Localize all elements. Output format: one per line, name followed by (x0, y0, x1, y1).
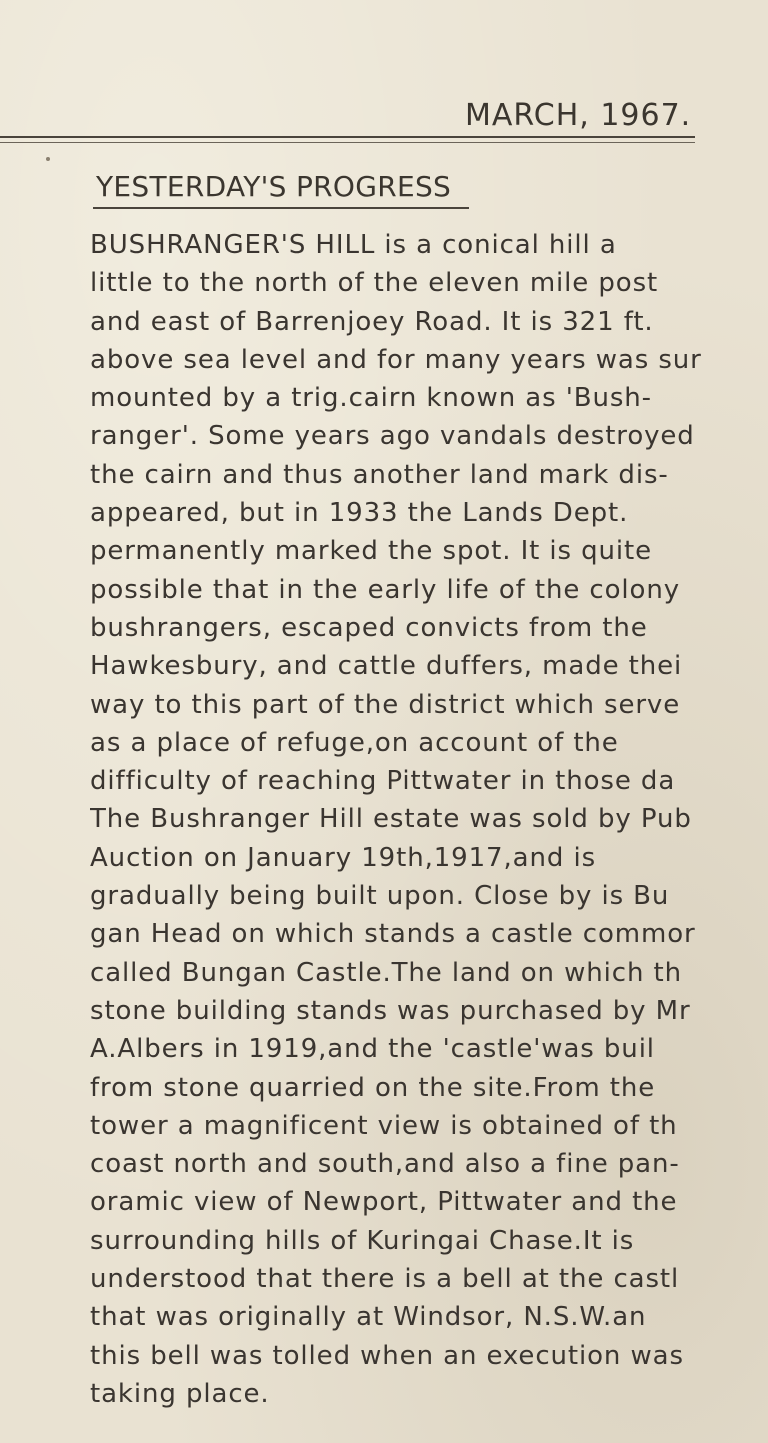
paper-speck (46, 157, 50, 161)
title-underline (93, 207, 469, 209)
text-line: stone building stands was purchased by Mr (90, 995, 691, 1026)
text-line: permanently marked the spot. It is quite (90, 536, 653, 567)
text-line: The Bushranger Hill estate was sold by Pub (90, 804, 692, 835)
text-line: A.Albers in 1919,and the 'castle'was buil (90, 1034, 655, 1065)
text-line: surrounding hills of Kuringai Chase.It is (90, 1225, 635, 1256)
text-line: from stone quarried on the site.From the (90, 1072, 656, 1103)
text-line: BUSHRANGER'S HILL is a conical hill a (90, 230, 617, 260)
header-rule (0, 136, 695, 138)
text-line: coast north and south,and also a fine pan- (90, 1149, 680, 1180)
text-line: oramic view of Newport, Pittwater and the (90, 1187, 678, 1218)
text-line: way to this part of the district which serve (90, 689, 681, 720)
article-body (90, 226, 750, 1413)
text-line: the cairn and thus another land mark dis- (90, 459, 669, 490)
text-line: that was originally at Windsor, N.S.W.an (90, 1302, 647, 1333)
text-line: ranger'. Some years ago vandals destroyed (90, 421, 695, 452)
text-line: taking place. (90, 1378, 270, 1409)
text-line: tower a magnificent view is obtained of th (90, 1110, 678, 1141)
text-line: as a place of refuge,on account of the (90, 727, 619, 758)
text-line: mounted by a trig.cairn known as 'Bush- (90, 383, 652, 414)
text-line: Auction on January 19th,1917,and is (90, 842, 597, 873)
text-line: called Bungan Castle.The land on which th (90, 957, 682, 988)
text-line: bushrangers, escaped convicts from the (90, 612, 648, 643)
text-line: this bell was tolled when an execution was (90, 1340, 684, 1371)
text-line: and east of Barrenjoey Road. It is 321 ft. (90, 306, 654, 337)
text-line: understood that there is a bell at the castl (90, 1264, 680, 1295)
text-line: Hawkesbury, and cattle duffers, made thei (90, 651, 683, 682)
article-title: YESTERDAY'S PROGRESS (96, 170, 452, 203)
text-line: appeared, but in 1933 the Lands Dept. (90, 498, 629, 529)
text-line: gradually being built upon. Close by is Bu (90, 881, 670, 912)
header-rule-secondary (0, 142, 695, 143)
text-line: above sea level and for many years was sur (90, 344, 702, 375)
text-line: gan Head on which stands a castle commor (90, 919, 696, 950)
text-line: difficulty of reaching Pittwater in those da (90, 766, 676, 797)
issue-date: MARCH, 1967. (465, 98, 692, 133)
text-line: possible that in the early life of the colony (90, 574, 680, 605)
text-line: little to the north of the eleven mile post (90, 268, 659, 299)
